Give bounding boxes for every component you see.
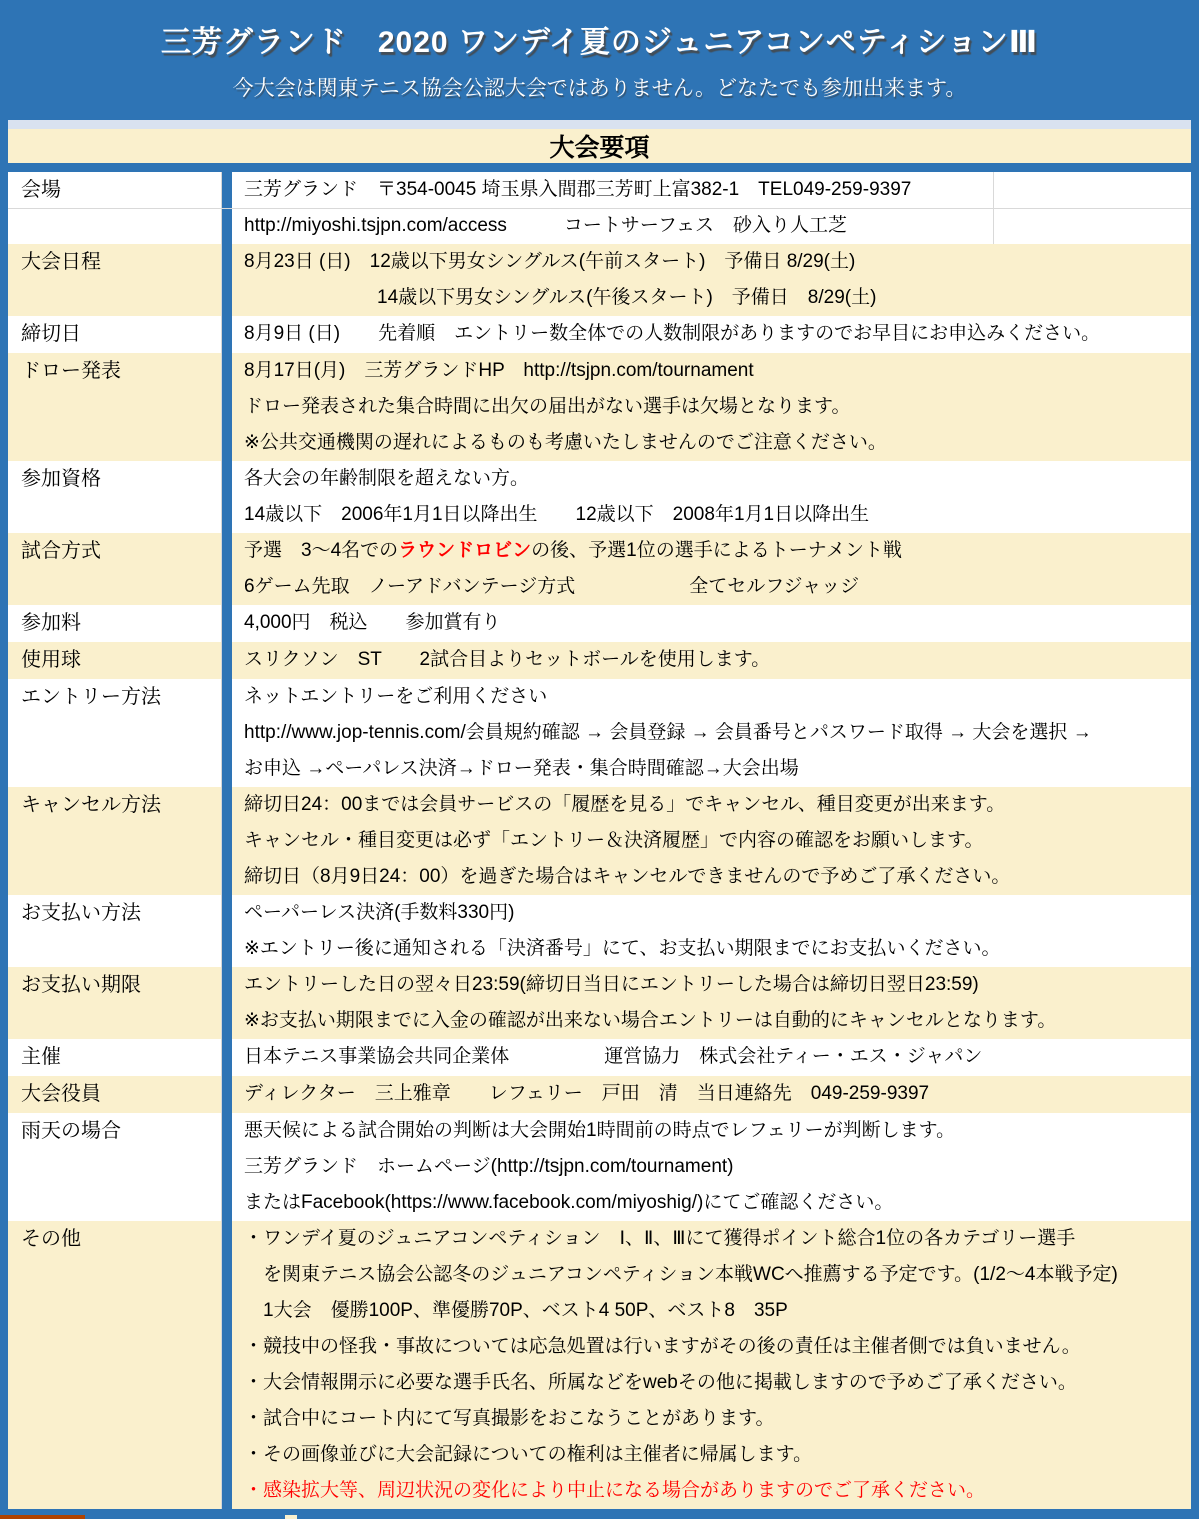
row-content-line: 8月23日 (日) 12歳以下男女シングルス(午前スタート) 予備日 8/29(土): [244, 251, 856, 272]
row-content-line: またはFacebook(https://www.facebook.com/miyoshig/)にてご確認ください。: [244, 1192, 894, 1213]
column-divider-segment: [222, 1221, 232, 1509]
row-label: 使用球: [8, 642, 222, 679]
row-content: [232, 244, 1191, 316]
row-content: [232, 461, 1191, 533]
row-content: [232, 316, 1191, 353]
table-row-payment-method: [8, 895, 1191, 967]
row-content-line: 各大会の年齢制限を超えない方。: [244, 468, 530, 489]
row-label: 締切日: [8, 316, 222, 353]
row-content: [232, 1076, 1191, 1113]
row-content-line: キャンセル・種目変更は必ず「エントリー＆決済履歴」で内容の確認をお願いします。: [244, 830, 984, 851]
row-content-line: 三芳グランド ホームページ(http://tsjpn.com/tournament): [244, 1156, 734, 1177]
column-divider-segment: [222, 1076, 232, 1113]
venue-gridline-vertical: [993, 172, 994, 244]
table-row-draw-announcement: [8, 353, 1191, 461]
section-heading-text: 大会要項: [549, 134, 650, 162]
row-content-line: ※公共交通機関の遅れによるものも考慮いたしませんのでご注意ください。: [244, 432, 887, 453]
row-content: [232, 1221, 1191, 1509]
match-format-prefix: 予選 3～4名での: [244, 540, 399, 561]
row-content-line: ペーパーレス決済(手数料330円): [244, 902, 515, 923]
row-label: お支払い期限: [8, 967, 222, 1039]
column-divider-segment: [222, 679, 232, 787]
info-table: [8, 172, 1191, 1509]
table-row-other: [8, 1221, 1191, 1509]
row-content-line: ドロー発表された集合時間に出欠の届出がない選手は欠場となります。: [244, 396, 851, 417]
row-content: [232, 605, 1191, 642]
row-content-line: 14歳以下男女シングルス(午後スタート) 予備日 8/29(土): [244, 287, 877, 308]
column-divider-segment: [222, 353, 232, 461]
column-divider-segment: [222, 461, 232, 533]
column-divider-segment: [222, 1039, 232, 1076]
row-label: ドロー発表: [8, 353, 222, 461]
row-label: 試合方式: [8, 533, 222, 605]
row-content: [232, 642, 1191, 679]
bottom-edge-artifact-orange: [0, 1515, 85, 1519]
row-content-line: 日本テニス事業協会共同企業体 運営協力 株式会社ティー・エス・ジャパン: [244, 1046, 983, 1067]
row-content-line: ・その画像並びに大会記録についての権利は主催者に帰属します。: [244, 1444, 813, 1465]
row-content-line: ※エントリー後に通知される「決済番号」にて、お支払い期限までにお支払いください。: [244, 938, 1001, 959]
row-content: [232, 679, 1191, 787]
row-content-line: 8月17日(月) 三芳グランドHP http://tsjpn.com/tournament: [244, 360, 754, 381]
row-content-line: 14歳以下 2006年1月1日以降出生 12歳以下 2008年1月1日以降出生: [244, 504, 870, 525]
row-content-line: 6ゲーム先取 ノーアドバンテージ方式 全てセルフジャッジ: [244, 576, 860, 597]
row-content-line: ※お支払い期限までに入金の確認が出来ない場合エントリーは自動的にキャンセルとなります。: [244, 1010, 1057, 1031]
table-row-cancel-method: [8, 787, 1191, 895]
header: [0, 0, 1199, 120]
row-content: [232, 1113, 1191, 1221]
row-content-line: エントリーした日の翌々日23:59(締切日当日にエントリーした場合は締切日翌日23:59): [244, 974, 979, 995]
row-content: [232, 353, 1191, 461]
column-divider-segment: [222, 316, 232, 353]
column-divider-segment: [222, 642, 232, 679]
row-content-line: 締切日24：00までは会員サービスの「履歴を見る」でキャンセル、種目変更が出来ます。: [244, 794, 1006, 815]
row-content-line: スリクソン ST 2試合目よりセットボールを使用します。: [244, 649, 771, 670]
column-divider-segment: [222, 244, 232, 316]
table-row-payment-deadline: [8, 967, 1191, 1039]
row-label: 雨天の場合: [8, 1113, 222, 1221]
table-row-entry-method: [8, 679, 1191, 787]
row-label: エントリー方法: [8, 679, 222, 787]
row-content-line: ネットエントリーをご利用ください: [244, 686, 548, 707]
row-content-line: 4,000円 税込 参加賞有り: [244, 612, 501, 633]
row-content-line: ディレクター 三上雅章 レフェリー 戸田 清 当日連絡先 049-259-9397: [244, 1083, 930, 1104]
table-row-venue: [8, 172, 1191, 244]
table-row-officials: [8, 1076, 1191, 1113]
row-content-line: ・試合中にコート内にて写真撮影をおこなうことがあります。: [244, 1408, 775, 1429]
table-row-eligibility: [8, 461, 1191, 533]
table-row-rain: [8, 1113, 1191, 1221]
column-divider-segment: [222, 605, 232, 642]
bottom-edge-artifact-white: [285, 1515, 297, 1519]
row-content-line: http://www.jop-tennis.com/会員規約確認 → 会員登録 → 会員番号とパスワード取得 → 大会を選択 →: [244, 722, 1092, 743]
row-content: [232, 787, 1191, 895]
table-row-schedule: [8, 244, 1191, 316]
table-row-match-format: [8, 533, 1191, 605]
row-label: キャンセル方法: [8, 787, 222, 895]
row-label: 会場: [8, 172, 222, 244]
match-format-suffix: の後、予選1位の選手によるトーナメント戦: [531, 540, 902, 561]
row-content: [232, 967, 1191, 1039]
round-robin-highlight: ラウンドロビン: [398, 540, 532, 561]
table-row-organizer: [8, 1039, 1191, 1076]
row-content-line: [232, 533, 1191, 569]
row-content: [232, 1039, 1191, 1076]
section-heading-banner: [8, 129, 1191, 163]
row-label: その他: [8, 1221, 222, 1509]
table-row-entry-fee: [8, 605, 1191, 642]
page-subtitle: 今大会は関東テニス協会公認大会ではありません。どなたでも参加出来ます。: [232, 77, 967, 100]
row-content-line: http://miyoshi.tsjpn.com/access コートサーフェス 砂入り人工芝: [244, 215, 848, 236]
row-label: 大会役員: [8, 1076, 222, 1113]
row-label: 参加資格: [8, 461, 222, 533]
row-label: 主催: [8, 1039, 222, 1076]
table-row-deadline: [8, 316, 1191, 353]
row-content-line: を関東テニス協会公認冬のジュニアコンペティション本戦WCへ推薦する予定です。(1/2～4本戦予定): [244, 1264, 1118, 1285]
divider-gap: [0, 163, 1199, 172]
column-divider-segment: [222, 787, 232, 895]
column-divider-segment: [222, 895, 232, 967]
row-content: [232, 895, 1191, 967]
row-content-line-covid-notice: ・感染拡大等、周辺状況の変化により中止になる場合がありますのでご了承ください。: [244, 1480, 986, 1501]
row-content-line: 締切日（8月9日24：00）を過ぎた場合はキャンセルできませんので予めご了承ください。: [244, 866, 1011, 887]
table-row-balls: [8, 642, 1191, 679]
row-content-line: お申込 →ペーパレス決済→ドロー発表・集合時間確認→大会出場: [244, 758, 799, 779]
column-divider-segment: [222, 533, 232, 605]
row-content-line: 8月9日 (日) 先着順 エントリー数全体での人数制限がありますのでお早目にお申込みください。: [244, 323, 1101, 344]
row-content-line: ・ワンデイ夏のジュニアコンペティション Ⅰ、Ⅱ、Ⅲにて獲得ポイント総合1位の各カテゴリー選手: [244, 1228, 1076, 1249]
column-divider-segment: [222, 1113, 232, 1221]
row-content-line: 三芳グランド 〒354-0045 埼玉県入間郡三芳町上富382-1 TEL049-259-9397: [244, 179, 912, 200]
row-content-line: 1大会 優勝100P、準優勝70P、ベスト4 50P、ベスト8 35P: [244, 1300, 788, 1321]
row-content-line: ・大会情報開示に必要な選手氏名、所属などをwebその他に掲載しますので予めご了承ください。: [244, 1372, 1077, 1393]
row-label: お支払い方法: [8, 895, 222, 967]
page-title: 三芳グランド 2020 ワンデイ夏のジュニアコンペティションⅢ: [160, 26, 1039, 59]
row-content: [232, 533, 1191, 605]
row-content-line: ・競技中の怪我・事故については応急処置は行いますがその後の責任は主催者側では負いません。: [244, 1336, 1081, 1357]
row-label: 大会日程: [8, 244, 222, 316]
column-divider-segment: [222, 967, 232, 1039]
row-label: 参加料: [8, 605, 222, 642]
venue-gridline-horizontal: [8, 208, 1191, 209]
row-content-line: 悪天候による試合開始の判断は大会開始1時間前の時点でレフェリーが判断します。: [244, 1120, 956, 1141]
